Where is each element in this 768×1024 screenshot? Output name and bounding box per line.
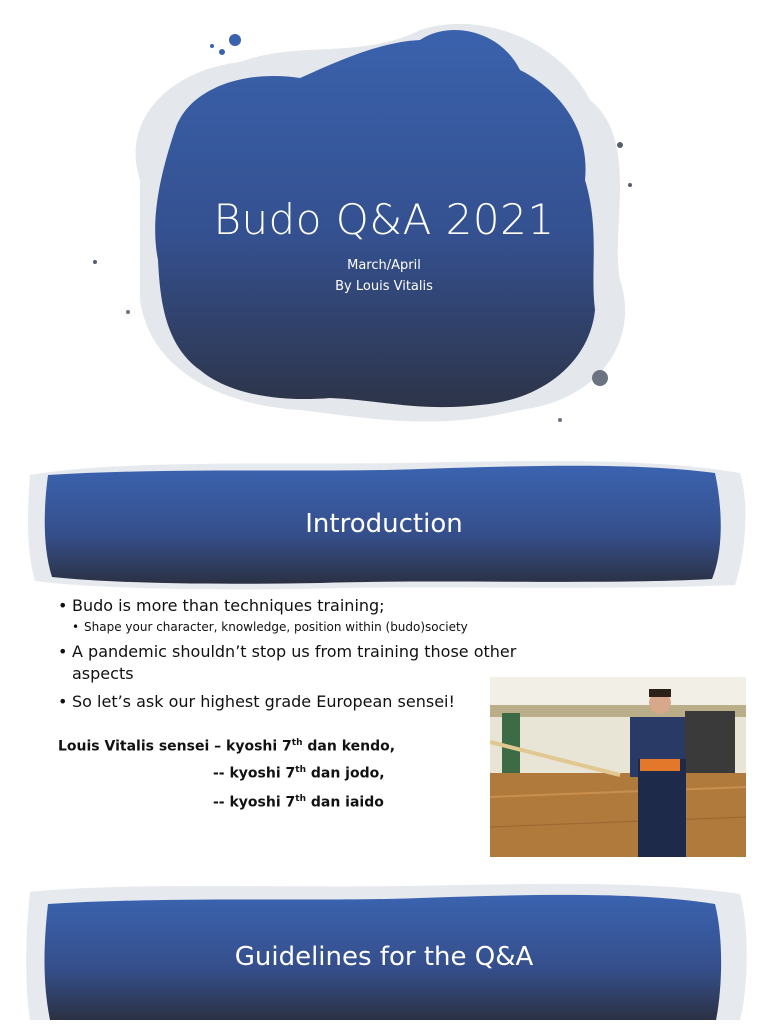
slide-author: By Louis Vitalis <box>335 279 433 294</box>
slide-introduction <box>0 445 768 865</box>
slide-title <box>0 0 768 440</box>
sensei-photo <box>490 677 746 857</box>
bullet-item: • A pandemic shouldn’t stop us from training those other aspects <box>58 641 578 685</box>
bullet-item: • So let’s ask our highest grade European sensei! <box>58 691 578 713</box>
sub-bullet-item: • Shape your character, knowledge, position within (budo)society <box>58 619 578 635</box>
grade-line-jodo: -- kyoshi 7th dan jodo, <box>213 765 385 782</box>
grade-line-iaido: -- kyoshi 7th dan iaido <box>213 794 384 811</box>
slide-title-text: Budo Q&A 2021 <box>213 195 555 244</box>
section-title-guidelines: Guidelines for the Q&A <box>234 942 534 972</box>
slide-date: March/April <box>347 258 421 273</box>
bullet-item: • Budo is more than techniques training; <box>58 595 578 617</box>
section-title-introduction: Introduction <box>305 509 463 539</box>
slide-guidelines <box>0 870 768 1024</box>
grade-line-kendo: Louis Vitalis sensei – kyoshi 7th dan kendo, <box>58 738 396 755</box>
